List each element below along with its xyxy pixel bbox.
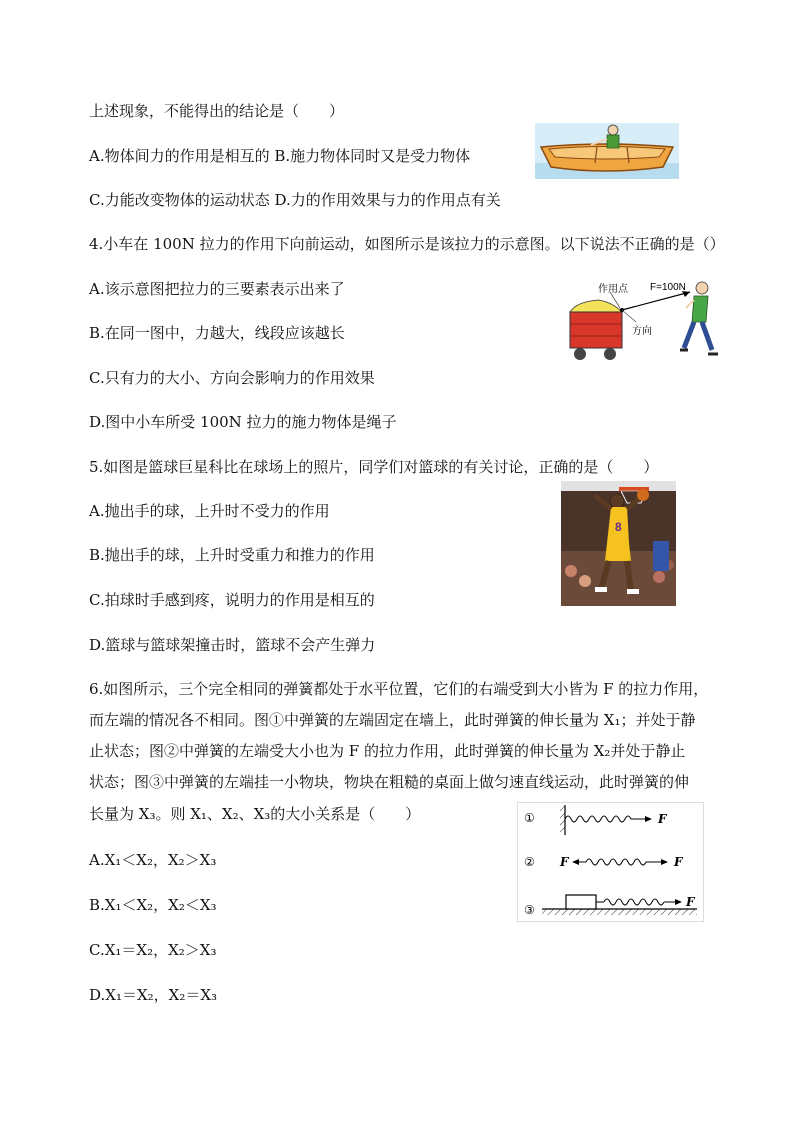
boat-illustration [535,123,679,179]
q6-stem-line-2: 而左端的情况各不相同。图①中弹簧的左端固定在墙上，此时弹簧的伸长量为 X₁；并处于静 [89,711,696,729]
jersey-number: 8 [615,520,622,534]
q4-option-d: D.图中小车所受 100N 拉力的施力物体是绳子 [89,413,397,431]
spring-label-3: ③ [524,903,535,917]
q5-option-d: D.篮球与篮球架撞击时，篮球不会产生弹力 [89,636,376,654]
springs-figure [517,802,704,922]
label-action-point: 作用点 [598,284,628,295]
q5-stem: 5.如图是篮球巨星科比在球场上的照片，同学们对篮球的有关讨论，正确的是（ ） [89,458,659,476]
spring-label-1: ① [524,811,535,825]
q6-stem-line-4: 状态；图③中弹簧的左端挂一小物块，物块在粗糙的桌面上做匀速直线运动，此时弹簧的伸 [89,773,690,791]
q6-stem-line-3: 止状态；图②中弹簧的左端受大小也为 F 的拉力作用，此时弹簧的伸长量为 X₂并处于静止 [89,742,686,760]
q3-option-ab: A.物体间力的作用是相互的 B.施力物体同时又是受力物体 [89,147,471,165]
label-force: F=100N [650,282,686,293]
spring-force-3: F [686,895,695,909]
q6-option-a: A.X₁＜X₂，X₂＞X₃ [89,851,217,869]
q4-option-a: A.该示意图把拉力的三要素表示出来了 [89,280,345,298]
q4-option-c: C.只有力的大小、方向会影响力的作用效果 [89,369,375,387]
q6-option-b: B.X₁＜X₂，X₂＜X₃ [89,896,217,914]
spring-force-1: F [658,812,667,826]
basketball-photo [561,481,676,606]
spring-force-2-left: F [560,855,569,869]
q6-option-d: D.X₁＝X₂，X₂＝X₃ [89,986,218,1004]
q6-stem-line-5: 长量为 X₃。则 X₁、X₂、X₃的大小关系是（ ） [89,805,421,823]
q4-stem: 4.小车在 100N 拉力的作用下向前运动，如图所示是该拉力的示意图。以下说法不正确的是（） [89,235,725,253]
basketball-illustration [561,481,676,606]
label-direction: 方向 [632,326,652,337]
q3-option-cd: C.力能改变物体的运动状态 D.力的作用效果与力的作用点有关 [89,191,501,209]
q3-stem: 上述现象，不能得出的结论是（ ） [89,102,345,120]
q5-option-c: C.拍球时手感到疼，说明力的作用是相互的 [89,591,375,609]
spring-force-2-right: F [674,855,683,869]
cart-pull-figure [562,278,724,372]
q4-option-b: B.在同一图中，力越大，线段应该越长 [89,324,345,342]
q5-option-b: B.抛出手的球，上升时受重力和推力的作用 [89,546,375,564]
q6-option-c: C.X₁＝X₂，X₂＞X₃ [89,941,217,959]
cart-pull-illustration [562,278,724,372]
boat-figure [535,123,679,179]
q5-option-a: A.抛出手的球，上升时不受力的作用 [89,502,330,520]
springs-illustration [518,803,703,921]
q6-stem-line-1: 6.如图所示，三个完全相同的弹簧都处于水平位置，它们的右端受到大小皆为 F 的拉力作用， [89,680,709,698]
spring-label-2: ② [524,855,535,869]
